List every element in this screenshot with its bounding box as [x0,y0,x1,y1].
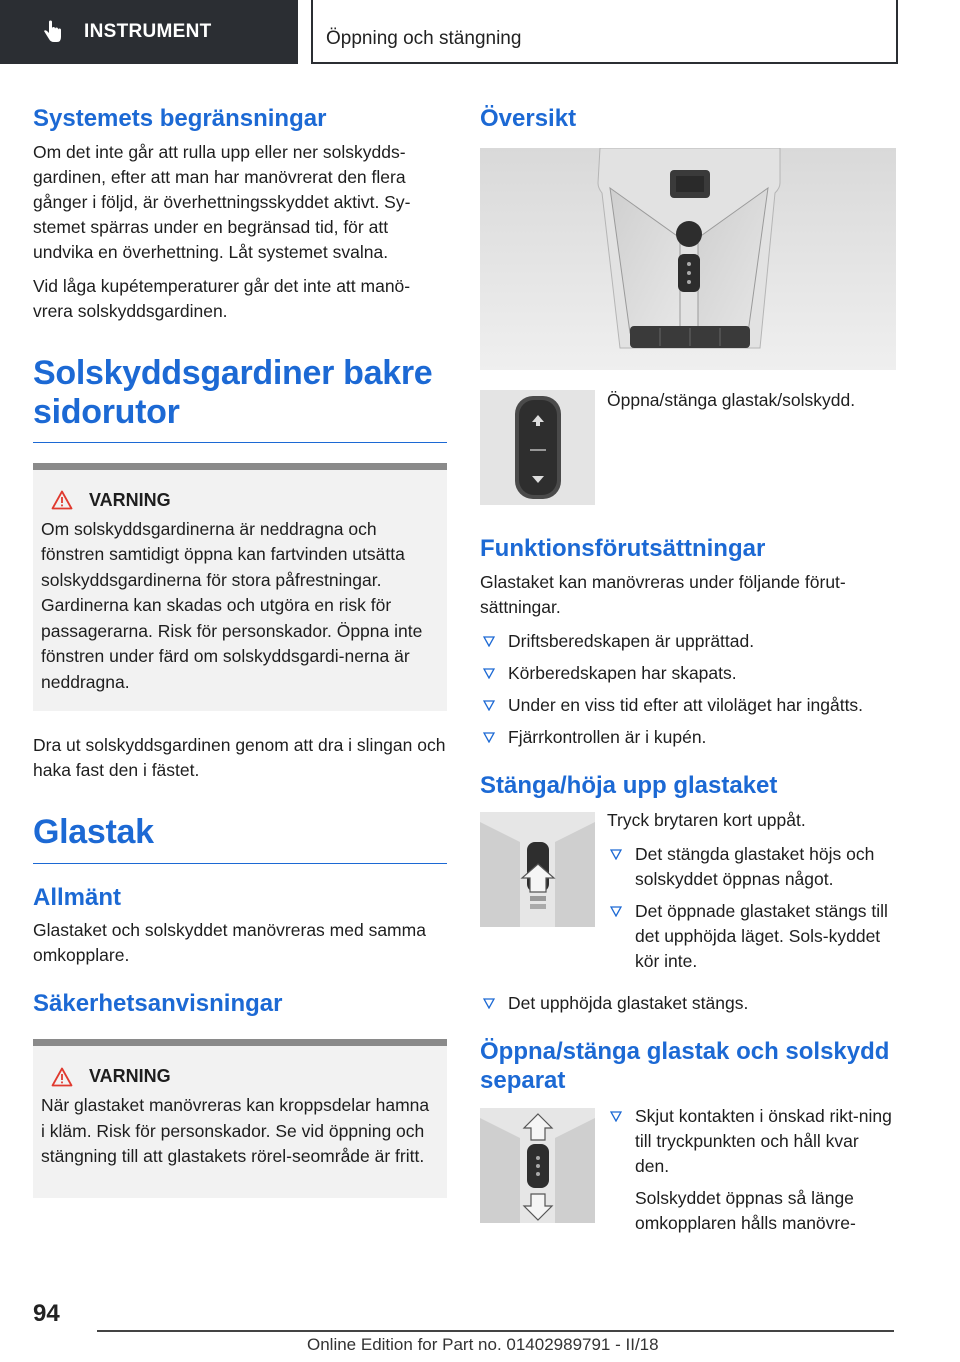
paragraph-general: Glastaket och solskyddet manövreras med samma omkopplare. [33,920,426,966]
heading-overview: Översikt [480,105,577,132]
heading-general: Allmänt [33,883,122,911]
separate-figure-row [480,1105,896,1245]
list-item: Det upphöjda glastaket stängs. [480,991,896,1016]
switch-slide-image [480,1108,595,1223]
roof-switch-image [480,390,595,505]
warning-header [41,1066,433,1087]
heading-rear-sunblinds: Solskyddsgardiner bakre sidorutor [33,353,433,431]
right-column [480,100,896,1255]
paragraph-close-raise: Tryck brytaren kort uppåt. [607,810,806,831]
chapter-header [311,0,898,64]
close-raise-list-full [480,991,896,1016]
chapter-title: Öppning och stängning [326,28,522,49]
list-item: Det öppnade glastaket stängs till det upphöjda läget. Sols-kyddet kör inte. [607,899,896,974]
footer-divider [97,1330,894,1332]
switch-caption-box [607,390,896,422]
switch-figure-row [480,390,896,505]
close-raise-list [607,842,896,974]
paragraph-limits-2: Vid låga kupétemperaturer går det inte att manö-vrera solskyddsgardinen. [33,275,411,321]
heading-requirements: Funktionsförutsättningar [480,534,766,562]
footer-edition: Online Edition for Part no. 01402989791 - II/18 [307,1335,659,1354]
warning-title: VARNING [89,1066,171,1087]
roof-console-image [480,148,896,370]
list-item: Skjut kontakten i önskad rikt-ning till tryckpunkten och håll kvar den. [607,1104,896,1179]
heading-glass-roof: Glastak [33,813,154,852]
triangle-bullet-icon [610,848,622,860]
list-item: Under en viss tid efter att viloläget har ingåtts. [480,693,896,718]
glastak-heading-block [33,813,447,863]
close-raise-figure-row [480,812,896,981]
warning-box-glass-roof [33,1039,447,1198]
triangle-bullet-icon [483,667,495,679]
triangle-bullet-icon [610,1110,622,1122]
triangle-bullet-icon [483,997,495,1009]
separate-text [607,1105,896,1245]
left-column [33,100,447,1220]
hand-pointer-icon [40,19,66,45]
page-number: 94 [33,1300,60,1327]
close-raise-text [607,812,896,981]
paragraph-limits-1: Om det inte går att rulla upp eller ner solskydds-gardinen, efter att man har manövrerat den flera gånger i följd, är överhettningsskyddet aktivt. Sy-stemet spärras under en begränsad tid, för att undvika en överhettning. Låt systemet svalna. [33,141,411,262]
warning-triangle-icon [51,490,73,510]
paragraph-rear-blinds: Dra ut solskyddsgardinen genom att dra i slingan och haka fast den i fästet. [33,735,446,781]
triangle-bullet-icon [610,905,622,917]
switch-caption: Öppna/stänga glastak/solskydd. [607,389,856,410]
warning-text: Om solskyddsgardinerna är neddragna och fönstren samtidigt öppna kan fartvinden utsätta solskyddsgardinerna för stora påfrestningar. Gardinerna kan skadas och utgöra en risk för passagerarna. Risk för personskador. Öppna inte fönstren under färd om solskyddsgardi-nerna är neddragna. [41,518,423,692]
heading-close-raise: Stänga/höja upp glastaket [480,771,778,799]
list-item: Körberedskapen har skapats. [480,661,896,686]
heading-safety: Säkerhetsanvisningar [33,990,283,1018]
heading-system-limits: Systemets begränsningar [33,105,327,132]
section-title: INSTRUMENT [84,21,212,42]
requirements-list [480,629,896,750]
triangle-bullet-icon [483,635,495,647]
warning-text: När glastaket manövreras kan kroppsdelar hamna i kläm. Risk för personskador. Se vid öppning och stängning till att glastakets rörel-seområde är fritt. [41,1095,430,1167]
heading-separate: Öppna/stänga glastak och solskydd separat [480,1038,890,1095]
switch-push-up-image [480,812,595,927]
list-item: Driftsberedskapen är upprättad. [480,629,896,654]
warning-header [41,490,433,511]
triangle-bullet-icon [483,731,495,743]
paragraph-separate: Solskyddet öppnas så länge omkopplaren hålls manövre- [635,1187,856,1233]
warning-title: VARNING [89,489,171,510]
list-item: Fjärrkontrollen är i kupén. [480,725,896,750]
warning-box-sunblinds [33,463,447,712]
list-item: Det stängda glastaket höjs och solskyddet öppnas något. [607,842,896,892]
paragraph-requirements: Glastaket kan manövreras under följande förut-sättningar. [480,571,846,617]
section-tab [0,0,298,64]
triangle-bullet-icon [483,699,495,711]
separate-list [607,1104,896,1179]
rear-blinds-heading-block [33,354,447,443]
warning-triangle-icon [51,1067,73,1087]
